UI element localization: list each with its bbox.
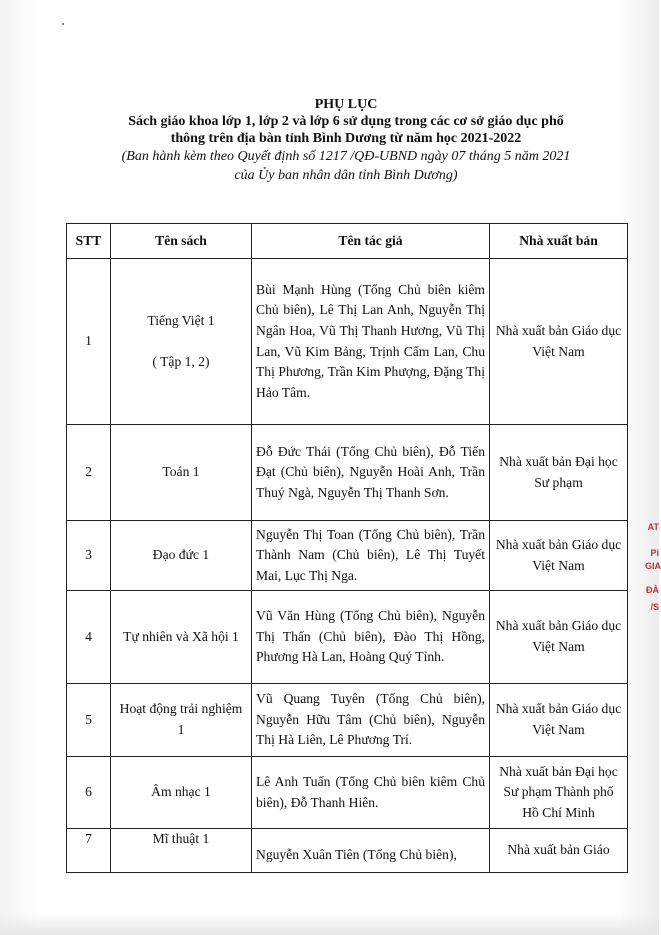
row-book-name: Toán 1 bbox=[111, 425, 252, 521]
subtitle-line-2: thông trên địa bàn tỉnh Bình Dương từ năm học 2021-2022 bbox=[170, 131, 522, 146]
row-publisher: Nhà xuất bản Giáo dục Việt Nam bbox=[490, 259, 628, 425]
row-stt: 1 bbox=[67, 259, 111, 425]
row-publisher: Nhà xuất bản Giáo dục Việt Nam bbox=[490, 684, 628, 757]
table-header-row bbox=[67, 224, 628, 259]
table-row bbox=[67, 684, 628, 757]
table-row bbox=[67, 757, 628, 829]
stamp-fragment: /S bbox=[650, 602, 659, 612]
document-header bbox=[70, 96, 622, 185]
row-authors: Đỗ Đức Thái (Tổng Chủ biên), Đỗ Tiến Đạt (Chủ biên), Nguyễn Hoài Anh, Trần Thuý Ngà, Nguyễn Thị Thanh Sơn. bbox=[252, 425, 490, 521]
stamp-fragment: GIA bbox=[645, 561, 661, 571]
decision-note-line-1: (Ban hành kèm theo Quyết định số 1217 /QĐ-UBND ngày 07 tháng 5 năm 2021 bbox=[121, 149, 571, 164]
table-row bbox=[67, 259, 628, 425]
row-publisher: Nhà xuất bản Đại học Sư phạm Thành phố Hồ Chí Minh bbox=[490, 757, 628, 829]
row-book-name: Mĩ thuật 1 bbox=[111, 829, 252, 873]
row-book-name: Âm nhạc 1 bbox=[111, 757, 252, 829]
row-book-name: Tự nhiên và Xã hội 1 bbox=[111, 591, 252, 684]
row-stt: 5 bbox=[67, 684, 111, 757]
stamp-fragment: AT bbox=[647, 522, 659, 532]
table-row bbox=[67, 425, 628, 521]
stamp-fragment: Pi bbox=[650, 548, 659, 558]
row-authors: Lê Anh Tuấn (Tổng Chủ biên kiêm Chủ biên), Đỗ Thanh Hiên. bbox=[252, 757, 490, 829]
page-bottom-shadow bbox=[0, 913, 659, 935]
row-book-name: Đạo đức 1 bbox=[111, 521, 252, 591]
textbook-table bbox=[66, 223, 628, 873]
stamp-fragment: ĐÀ bbox=[646, 585, 659, 595]
row-stt: 6 bbox=[67, 757, 111, 829]
table-row bbox=[67, 521, 628, 591]
table-row bbox=[67, 591, 628, 684]
header-publisher: Nhà xuất bản bbox=[490, 224, 628, 259]
page-speck bbox=[62, 23, 64, 25]
row-publisher: Nhà xuất bản Giáo dục Việt Nam bbox=[490, 591, 628, 684]
row-book-name bbox=[111, 259, 252, 425]
row-authors: Nguyễn Xuân Tiên (Tổng Chủ biên), bbox=[252, 829, 490, 873]
header-book-name: Tên sách bbox=[111, 224, 252, 259]
book-volume-text: ( Tập 1, 2) bbox=[152, 353, 210, 369]
row-authors: Bùi Mạnh Hùng (Tổng Chủ biên kiêm Chủ biên), Lê Thị Lan Anh, Nguyễn Thị Ngân Hoa, Vũ Thị Thanh Hương, Vũ Thị Lan, Vũ Kim Bảng, Trịnh Cẩm Lan, Chu Thị Phương, Trần Kim Phượng, Đặng Thị Hảo Tâm. bbox=[252, 259, 490, 425]
row-stt: 7 bbox=[67, 829, 111, 873]
row-book-name: Hoạt động trải nghiệm 1 bbox=[111, 684, 252, 757]
table-row bbox=[67, 829, 628, 873]
appendix-title: PHỤ LỤC bbox=[314, 97, 378, 112]
row-authors: Vũ Quang Tuyên (Tổng Chủ biên), Nguyễn Hữu Tâm (Chủ biên), Nguyễn Thị Hà Liên, Lê Phương Trí. bbox=[252, 684, 490, 757]
book-name-text: Tiếng Việt 1 bbox=[147, 312, 215, 328]
row-stt: 3 bbox=[67, 521, 111, 591]
row-stt: 4 bbox=[67, 591, 111, 684]
header-stt: STT bbox=[67, 224, 111, 259]
header-authors: Tên tác giả bbox=[252, 224, 490, 259]
row-publisher: Nhà xuất bản Giáo bbox=[490, 829, 628, 873]
row-authors: Vũ Văn Hùng (Tổng Chủ biên), Nguyễn Thị Thấn (Chủ biên), Đào Thị Hồng, Phương Hà Lan, Hoàng Quý Tỉnh. bbox=[252, 591, 490, 684]
row-authors: Nguyễn Thị Toan (Tổng Chủ biên), Trần Thành Nam (Chủ biên), Lê Thị Tuyết Mai, Lục Thị Nga. bbox=[252, 521, 490, 591]
decision-note-line-2: của Ủy ban nhân dân tỉnh Bình Dương) bbox=[234, 168, 458, 183]
row-publisher: Nhà xuất bản Đại học Sư phạm bbox=[490, 425, 628, 521]
row-stt: 2 bbox=[67, 425, 111, 521]
row-publisher: Nhà xuất bản Giáo dục Việt Nam bbox=[490, 521, 628, 591]
subtitle-line-1: Sách giáo khoa lớp 1, lớp 2 và lớp 6 sử dụng trong các cơ sở giáo dục phổ bbox=[128, 114, 564, 129]
